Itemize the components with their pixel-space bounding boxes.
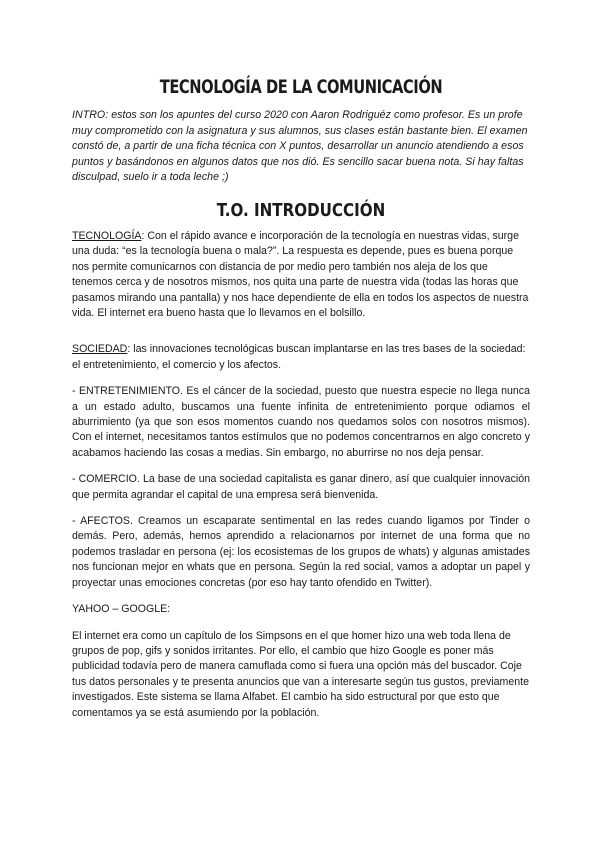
entretenimiento-paragraph: - ENTRETENIMIENTO. Es el cáncer de la sociedad, puesto que nuestra especie no llega nunca a un estado adulto, buscamos una fuente infinita de entretenimiento porque odiamos el aburrimiento (ya que son esos momentos cuando nos quedamos solos con nosotros mismos). Con el internet, necesitamos tantos estímulos que no podemos concentrarnos en algo concreto y acabamos haciendo las cosas a medias. Sin embargo, no aburrirse no nos deja pensar. <box>72 385 530 459</box>
intro-paragraph: INTRO: estos son los apuntes del curso 2020 con Aaron Rodriguéz como profesor. Es un profe muy comprometido con la asignatura y sus alumnos, sus clases están bastante bien. El examen constó de, a partir de una ficha técnica con X puntos, desarrollar un anuncio atendiendo a esos puntos y basándonos en algunos datos que nos dió. Es sencillo sacar buena nota. Si hay faltas disculpad, suelo ir a toda leche ;) <box>72 109 528 184</box>
tecnologia-label: TECNOLOGÍA <box>72 229 142 242</box>
document-title: TECNOLOGÍA DE LA COMUNICACIÓN <box>159 76 443 98</box>
yahoo-google-paragraph: El internet era como un capítulo de los Simpsons en el que homer hizo una web toda llena de grupos de pop, gifs y sonidos irritantes. Por ello, el cambio que hizo Google es poner más publicidad todavía pero de manera camuflada como si fuera una opción más del buscador. Coje tus datos personales y te presenta anuncios que van a interesarte según tus gustos, previamente investigados. Este sistema se llama Alfabet. El cambio ha sido estructural por que esto que comentamos ya se está asumiendo por la población. <box>72 629 529 719</box>
sociedad-text: : las innovaciones tecnológicas buscan implantarse en las tres bases de la sociedad: el entretenimiento, el comercio y los afectos. <box>72 343 526 371</box>
sociedad-paragraph <box>72 342 530 373</box>
comercio-paragraph: - COMERCIO. La base de una sociedad capitalista es ganar dinero, así que cualquier innovación que permita agrandar el capital de una empresa será bienvenida. <box>72 473 530 501</box>
tecnologia-paragraph <box>72 229 530 321</box>
document-page <box>72 70 530 721</box>
sociedad-label: SOCIEDAD <box>72 343 128 356</box>
yahoo-google-heading: YAHOO – GOOGLE: <box>72 603 171 616</box>
section-title: T.O. INTRODUCCIÓN <box>216 199 386 221</box>
tecnologia-text: : Con el rápido avance e incorporación de la tecnología en nuestras vidas, surge una duda: “es la tecnología buena o mala?”. La respuesta es depende, pues es buena porque nos permite comunicarnos con distancia de por medio pero también nos aleja de los que tenemos cerca y de nosotros mismos, nos quita una parte de nuestra vida (todas las horas que pasamos mirando una pantalla) y nos hace dependiente de ella en todos los aspectos de nuestra vida. El internet era bueno hasta que lo llevamos en el bolsillo. <box>72 229 529 319</box>
afectos-paragraph: - AFECTOS. Creamos un escaparate sentimental en las redes cuando ligamos por Tinder o demás. Pero, además, hemos aprendido a relacionarnos por internet de una forma que no podemos trasladar en persona (ej: los ecosistemas de los grupos de whats) y algunas amistades nos funcionan mejor en whats que en persona. Según la red social, vamos a adoptar un papel y proyectar unas emociones concretas (por eso hay tanto ofendido en Twitter). <box>72 515 530 589</box>
